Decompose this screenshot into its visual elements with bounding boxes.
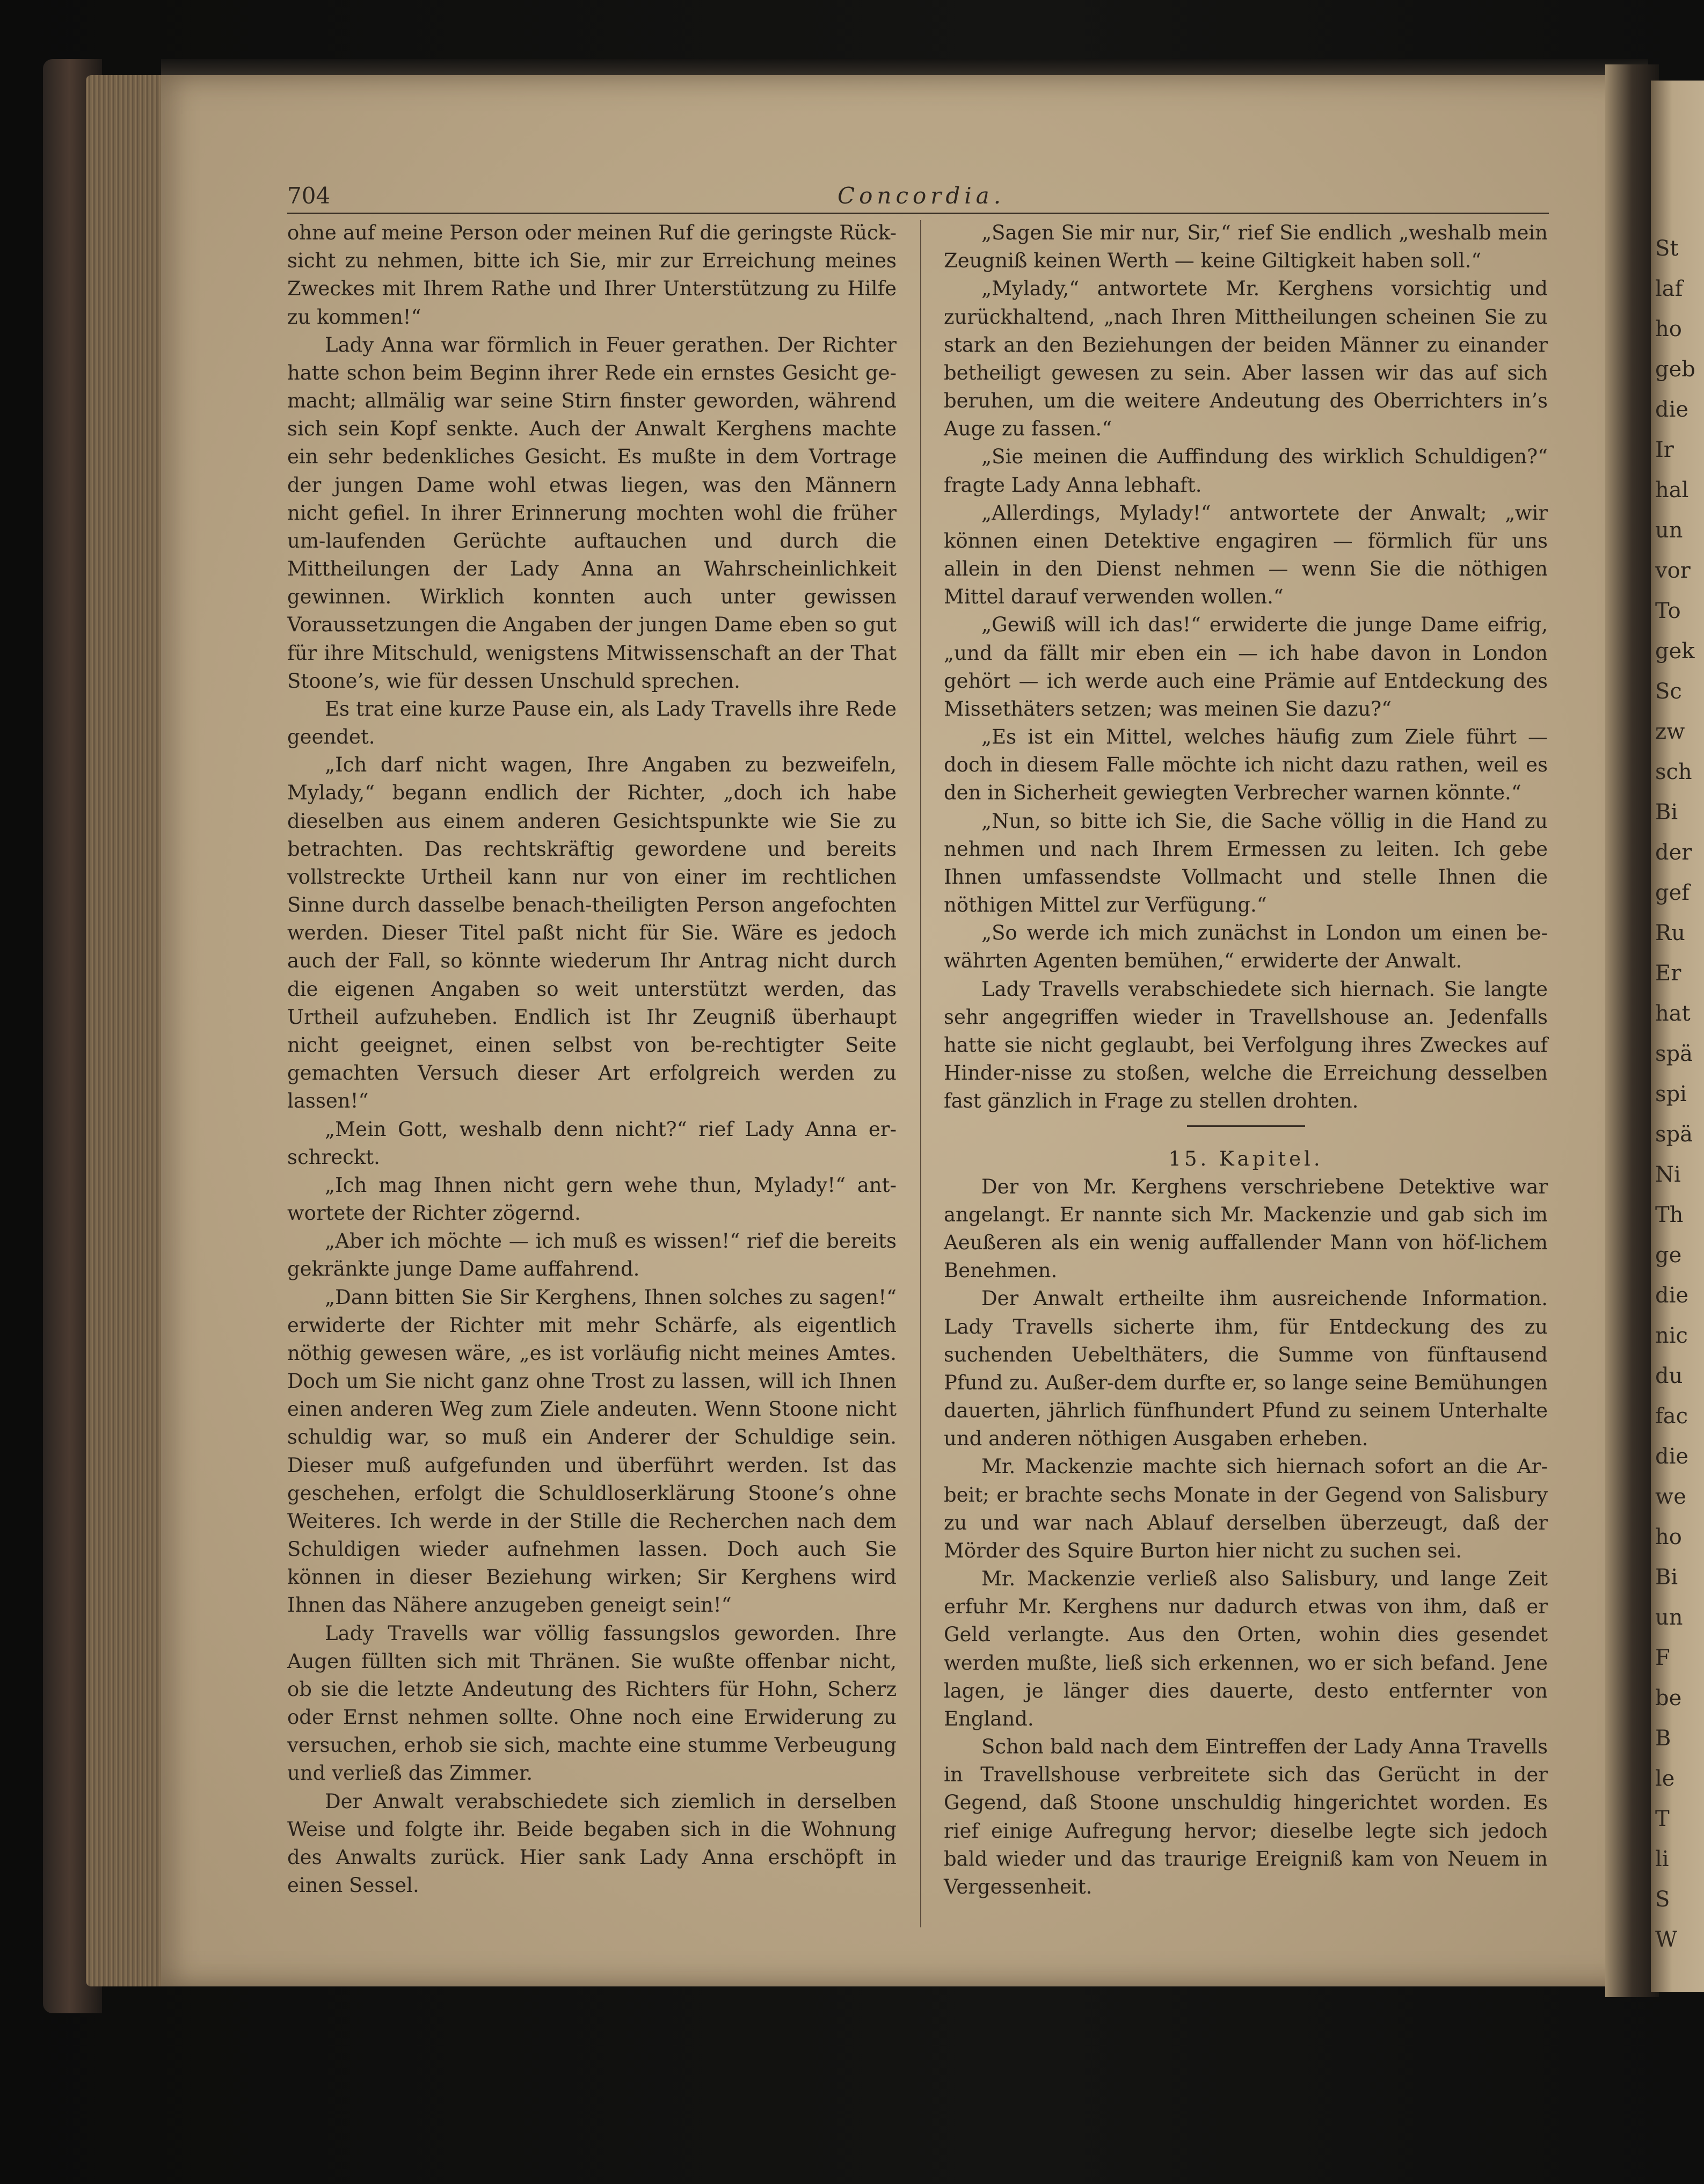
next-page-fragment: un — [1655, 518, 1683, 543]
paragraph: „Nun, so bitte ich Sie, die Sache völlig in die Hand zu nehmen und nach Ihrem Ermessen zu leiten. Ich gebe Ihnen umfassendste Vollmacht und stelle Ihnen die nöthigen Mittel zur Verfügung.“ — [944, 809, 1548, 917]
next-page-fragment: ge — [1655, 1243, 1682, 1268]
left-column — [287, 219, 897, 1899]
next-page-fragment: hal — [1655, 478, 1689, 503]
next-page-fragment: St — [1655, 236, 1679, 261]
paragraph: „Mein Gott, weshalb denn nicht?“ rief Lady Anna er-schreckt. — [287, 1117, 897, 1169]
next-page-fragment: Ir — [1655, 438, 1674, 462]
next-page-fragment: die — [1655, 1283, 1689, 1308]
page-edges — [86, 75, 172, 1986]
next-page-fragment: die — [1655, 397, 1689, 422]
paragraph: Lady Travells war völlig fassungslos geworden. Ihre Augen füllten sich mit Thränen. Sie wußte offenbar nicht, ob sie die letzte Andeutung des Richters für Hohn, Scherz oder Ernst nehmen sollte. Ohne noch eine Erwiderung zu versuchen, erhob sie sich, machte eine stumme Verbeugung und verließ das Zimmer. — [287, 1621, 897, 1785]
next-page-fragment: ho — [1655, 1525, 1682, 1549]
right-column — [944, 219, 1548, 1901]
paragraph: ohne auf meine Person oder meinen Ruf die geringste Rück-sicht zu nehmen, bitte ich Sie, mir zur Erreichung meines Zweckes mit Ihrem Rathe und Ihrer Unterstützung zu Hilfe zu kommen!“ — [287, 221, 897, 329]
next-page-fragment: fac — [1655, 1404, 1688, 1429]
right-column-paragraphs — [944, 219, 1548, 1116]
next-page-fragment: Bi — [1655, 800, 1678, 825]
next-page-fragment: gef — [1655, 880, 1690, 905]
paragraph: Lady Anna war förmlich in Feuer gerathen. Der Richter hatte schon beim Beginn ihrer Rede ein ernstes Gesicht ge-macht; allmälig war seine Stirn finster geworden, während sich sein Kopf senkte. Auch der Anwalt Kerghens machte ein sehr bedenkliches Gesicht. Es mußte in dem Vortrage der jungen Dame wohl etwas liegen, was den Männern nicht gefiel. In ihrer Erinnerung mochten wohl die früher um-laufenden Gerüchte auftauchen und durch die Mittheilungen der Lady Anna an Wahrscheinlichkeit gewinnen. Wirklich konnten auch unter gewissen Voraussetzungen die Angaben der jungen Dame eben so gut für ihre Mitschuld, wenigstens Mitwissenschaft an der That Stoone’s, wie für dessen Unschuld sprechen. — [287, 333, 897, 693]
next-page-fragment: Bi — [1655, 1565, 1678, 1590]
next-page-fragment: be — [1655, 1686, 1682, 1710]
next-page-fragment: laf — [1655, 276, 1683, 301]
paragraph: Der Anwalt ertheilte ihm ausreichende Information. Lady Travells sicherte ihm, für Entdeckung des zu suchenden Uebelthäters, die Summe von fünftausend Pfund zu. Außer-dem durfte er, so lange seine Bemühungen dauerten, jährlich fünfhundert Pfund zu seinem Unterhalte und anderen nöthigen Ausgaben erheben. — [944, 1287, 1548, 1451]
next-page-fragment: spä — [1655, 1042, 1693, 1066]
next-page-fragment: die — [1655, 1444, 1689, 1469]
paragraph: „Mylady,“ antwortete Mr. Kerghens vorsichtig und zurückhaltend, „nach Ihren Mittheilungen scheinen Sie zu stark an den Beziehungen der beiden Männer zu einander betheiligt gewesen zu sein. Aber lassen wir das auf sich beruhen, um die weitere Andeutung des Oberrichters in’s Auge zu fassen.“ — [944, 277, 1548, 441]
next-page-fragment: nic — [1655, 1323, 1688, 1348]
next-page-fragment: F — [1655, 1646, 1670, 1670]
paragraph: „Gewiß will ich das!“ erwiderte die junge Dame eifrig, „und da fällt mir eben ein — ich habe davon in London gehört — ich werde auch eine Prämie auf Entdeckung des Missethäters setzen; was meinen Sie dazu?“ — [944, 613, 1548, 720]
running-title: Concordia. — [838, 183, 1006, 209]
next-page-fragment: Sc — [1655, 679, 1682, 704]
paragraph: Der Anwalt verabschiedete sich ziemlich in derselben Weise und folgte ihr. Beide begaben sich in die Wohnung des Anwalts zurück. Hier sank Lady Anna erschöpft in einen Sessel. — [287, 1789, 897, 1897]
paragraph: Es trat eine kurze Pause ein, als Lady Travells ihre Rede geendet. — [287, 697, 897, 749]
next-page-fragment: vor — [1655, 558, 1691, 583]
next-page-fragment: Ru — [1655, 921, 1685, 945]
paragraph: Mr. Mackenzie machte sich hiernach sofort an die Ar-beit; er brachte sechs Monate in der Gegend von Salisbury zu und war nach Ablauf derselben überzeugt, daß der Mörder des Squire Burton hier nicht zu suchen sei. — [944, 1455, 1548, 1562]
next-page-fragment: du — [1655, 1364, 1683, 1388]
next-page-fragment: un — [1655, 1605, 1683, 1630]
next-page-fragment: der — [1655, 840, 1692, 865]
paragraph: „Sagen Sie mir nur, Sir,“ rief Sie endlich „weshalb mein Zeugniß keinen Werth — keine Giltigkeit haben soll.“ — [944, 221, 1548, 273]
next-page-fragment: To — [1655, 599, 1681, 623]
next-page-strip — [1651, 81, 1704, 1992]
column-divider — [920, 220, 921, 1927]
next-page-fragment: W — [1655, 1927, 1678, 1952]
next-page-fragment: ho — [1655, 317, 1682, 341]
next-page-fragment: we — [1655, 1484, 1686, 1509]
header-rule — [287, 213, 1549, 214]
next-page-fragment: li — [1655, 1847, 1669, 1872]
paragraph: „Dann bitten Sie Sir Kerghens, Ihnen solches zu sagen!“ erwiderte der Richter mit mehr Schärfe, als eigentlich nöthig gewesen wäre, „es ist vorläufig nicht meines Amtes. Doch um Sie nicht ganz ohne Trost zu lassen, will ich Ihnen einen anderen Weg zum Ziele andeuten. Wenn Stoone nicht schuldig war, so muß ein Anderer der Schuldige sein. Dieser muß aufgefunden und überführt werden. Ist das geschehen, erfolgt die Schuldloserklärung Stoone’s ohne Weiteres. Ich werde in der Stille die Recherchen nach dem Schuldigen wieder aufnehmen lassen. Doch auch Sie können in dieser Beziehung wirken; Sir Kerghens wird Ihnen das Nähere anzugeben geneigt sein!“ — [287, 1285, 897, 1617]
paragraph: Mr. Mackenzie verließ also Salisbury, und lange Zeit erfuhr Mr. Kerghens nur dadurch etwas von ihm, daß er Geld verlangte. Aus den Orten, wohin dies gesendet werden mußte, ließ sich erkennen, wo er sich befand. Jene lagen, je länger dies dauerte, desto entfernter von England. — [944, 1567, 1548, 1730]
paragraph: „Allerdings, Mylady!“ antwortete der Anwalt; „wir können einen Detektive engagiren — förmlich für uns allein in den Dienst nehmen — wenn Sie die nöthigen Mittel darauf verwenden wollen.“ — [944, 501, 1548, 609]
next-page-fragment: hat — [1655, 1001, 1691, 1026]
next-page-fragment: B — [1655, 1726, 1671, 1751]
next-page-fragment: le — [1655, 1766, 1675, 1791]
next-page-fragment: Th — [1655, 1203, 1684, 1227]
paragraph: „Ich darf nicht wagen, Ihre Angaben zu bezweifeln, Mylady,“ begann endlich der Richter, „doch ich habe dieselben aus einem anderen Gesichtspunkte wie Sie zu betrachten. Das rechtskräftig gewordene und bereits vollstreckte Urtheil kann nur von einer im rechtlichen Sinne durch dasselbe benach-theiligten Person angefochten werden. Dieser Titel paßt nicht für Sie. Wäre es jedoch auch der Fall, so könnte wiederum Ihr Antrag nicht durch die eigenen Angaben so weit unterstützt werden, das Urtheil aufzuheben. Endlich ist Ihr Zeugniß überhaupt nicht geeignet, einen selbst von be-rechtigter Seite gemachten Versuch dieser Art erfolgreich werden zu lassen!“ — [287, 753, 897, 1113]
paragraph: Lady Travells verabschiedete sich hiernach. Sie langte sehr angegriffen wieder in Travellshouse an. Jedenfalls hatte sie nicht geglaubt, bei Verfolgung ihres Zweckes auf Hinder-nisse zu stoßen, welche die Erreichung desselben fast gänzlich in Frage zu stellen drohten. — [944, 977, 1548, 1113]
next-page-fragment: Er — [1655, 961, 1681, 986]
paragraph: „Ich mag Ihnen nicht gern wehe thun, Mylady!“ ant-wortete der Richter zögernd. — [287, 1173, 897, 1225]
paragraph: Schon bald nach dem Eintreffen der Lady Anna Travells in Travellshouse verbreitete sich das Gerücht in der Gegend, daß Stoone unschuldig hingerichtet worden. Es rief einige Aufregung hervor; dieselbe legte sich jedoch bald wieder und das traurige Ereigniß kam von Neuem in Vergessenheit. — [944, 1735, 1548, 1898]
next-page-fragment: spi — [1655, 1082, 1687, 1106]
next-page-fragment: S — [1655, 1887, 1670, 1912]
paragraph: „Sie meinen die Auffindung des wirklich Schuldigen?“ fragte Lady Anna lebhaft. — [944, 445, 1548, 497]
chapter-paragraphs — [944, 1173, 1548, 1901]
next-page-fragment: geb — [1655, 357, 1695, 382]
chapter-heading: 15. Kapitel. — [1168, 1147, 1323, 1170]
chapter-separator-rule — [1187, 1125, 1305, 1127]
next-page-fragment: sch — [1655, 760, 1692, 784]
paragraph: „Aber ich möchte — ich muß es wissen!“ rief die bereits gekränkte junge Dame auffahrend. — [287, 1229, 897, 1281]
next-page-fragment: spä — [1655, 1122, 1693, 1147]
next-page-fragment: zw — [1655, 719, 1685, 744]
paragraph: „So werde ich mich zunächst in London um einen be-währten Agenten bemühen,“ erwiderte der Anwalt. — [944, 921, 1548, 973]
page-number: 704 — [287, 183, 331, 209]
paragraph: „Es ist ein Mittel, welches häufig zum Ziele führt — doch in diesem Falle möchte ich nicht dazu rathen, weil es den in Sicherheit gewiegten Verbrecher warnen könnte.“ — [944, 725, 1548, 805]
paragraph: Der von Mr. Kerghens verschriebene Detektive war angelangt. Er nannte sich Mr. Mackenzie und gab sich im Aeußeren als ein wenig auffallender Mann von höf-lichem Benehmen. — [944, 1175, 1548, 1283]
next-page-fragment: gek — [1655, 639, 1695, 664]
next-page-fragment: Ni — [1655, 1162, 1681, 1187]
next-page-fragment: T — [1655, 1807, 1670, 1831]
